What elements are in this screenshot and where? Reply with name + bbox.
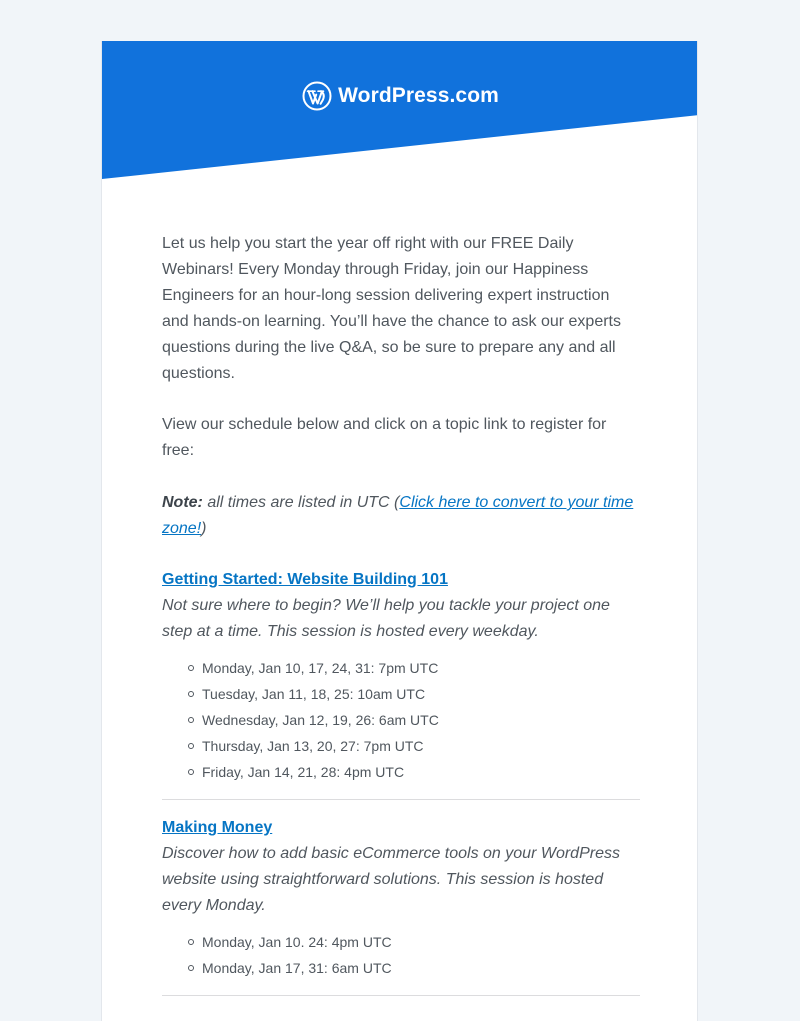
session-description: Not sure where to begin? We’ll help you tackle your project one step at a time. This session is hosted every weekday. [162, 597, 610, 640]
list-item: Friday, Jan 14, 21, 28: 4pm UTC [202, 759, 640, 785]
email-card [101, 41, 698, 1021]
brand-logo[interactable] [102, 81, 698, 111]
list-item: Thursday, Jan 13, 20, 27: 7pm UTC [202, 733, 640, 759]
session-title-link[interactable]: Making Money [162, 819, 273, 836]
note-text: all times are listed in UTC ( [202, 494, 400, 511]
session-title-link[interactable]: Getting Started: Website Building 101 [162, 571, 448, 588]
list-item: Monday, Jan 10. 24: 4pm UTC [202, 929, 640, 955]
session-making-money [162, 815, 640, 996]
schedule-paragraph: View our schedule below and click on a topic link to register for free: [162, 416, 607, 459]
note-label: Note: [162, 494, 203, 511]
email-content [162, 231, 640, 1011]
session-getting-started [162, 567, 640, 800]
timezone-note [162, 490, 640, 542]
list-item: Monday, Jan 10, 17, 24, 31: 7pm UTC [202, 655, 640, 681]
brand-name: WordPress.com [338, 84, 499, 107]
session-times-list [162, 929, 640, 981]
header-banner [102, 41, 698, 181]
list-item: Wednesday, Jan 12, 19, 26: 6am UTC [202, 707, 640, 733]
session-times-list [162, 655, 640, 785]
note-close: ) [201, 520, 207, 537]
convert-timezone-link[interactable]: Click here to convert to your time zone! [162, 494, 634, 537]
wordpress-logo-icon [302, 81, 332, 111]
section-divider [162, 799, 640, 800]
section-divider [162, 995, 640, 996]
session-description: Discover how to add basic eCommerce tools on your WordPress website using straightforward solutions. This session is hosted every Monday. [162, 845, 620, 914]
list-item: Tuesday, Jan 11, 18, 25: 10am UTC [202, 681, 640, 707]
intro-paragraph: Let us help you start the year off right with our FREE Daily Webinars! Every Monday through Friday, join our Happiness Engineers for an hour-long session delivering expert instruction and hands-on learning. You’ll have the chance to ask our experts questions during the live Q&A, so be sure to prepare any and all questions. [162, 235, 621, 382]
banner-background [102, 41, 698, 181]
list-item: Monday, Jan 17, 31: 6am UTC [202, 955, 640, 981]
